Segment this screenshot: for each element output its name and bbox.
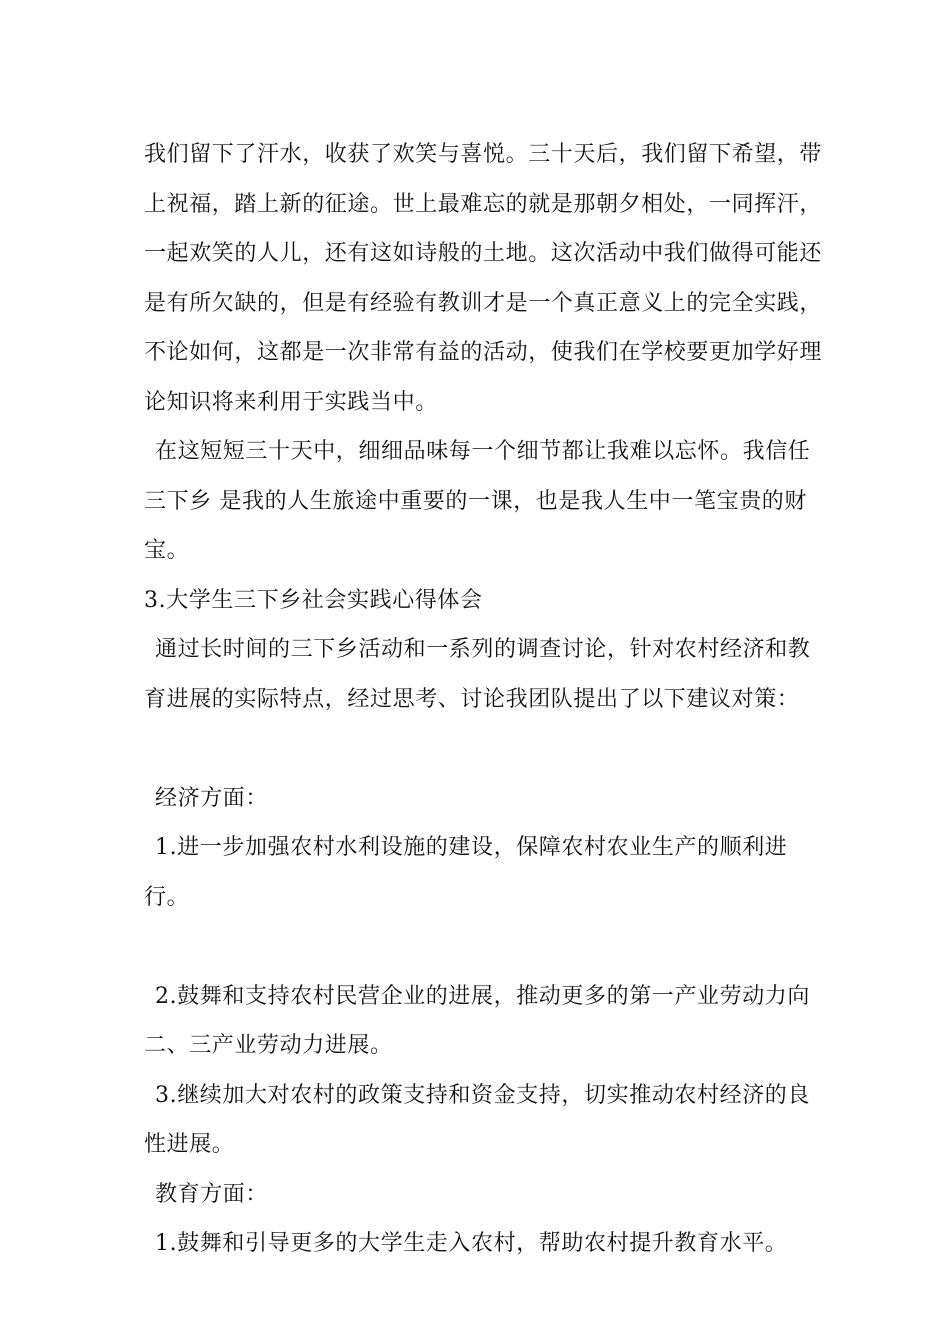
subheading-education: 教育方面： xyxy=(155,1181,269,1207)
economy-item-3: 3.继续加大对农村的政策支持和资金支持，切实推动农村经济的良性进展。 xyxy=(144,1082,810,1157)
education-item-1: 1.鼓舞和引导更多的大学生走入农村，帮助农村提升教育水平。 xyxy=(155,1231,788,1256)
blank-line xyxy=(144,724,824,774)
paragraph-reflection: 在这短短三十天中，细细品味每一个细节都让我难以忘怀。我信任三下乡 是我的人生旅途中重要的一课，也是我人生中一笔宝贵的财宝。 xyxy=(144,439,811,563)
economy-item-2: 2.鼓舞和支持农村民营企业的进展，推动更多的第一产业劳动力向二、三产业劳动力进展。 xyxy=(144,983,810,1058)
section-heading: 3.大学生三下乡社会实践心得体会 xyxy=(144,587,483,613)
paragraph-intro: 通过长时间的三下乡活动和一系列的调查讨论，针对农村经济和教育进展的实际特点，经过思考、讨论我团队提出了以下建议对策： xyxy=(144,637,811,712)
economy-item-1: 1.进一步加强农村水利设施的建设，保障农村农业生产的顺利进行。 xyxy=(144,835,788,910)
document-body xyxy=(144,130,824,1269)
blank-line xyxy=(144,922,824,972)
subheading-economy: 经济方面： xyxy=(155,785,269,811)
paragraph-summary: 我们留下了汗水，收获了欢笑与喜悦。三十天后，我们留下希望，带上祝福，踏上新的征途。世上最难忘的就是那朝夕相处，一同挥汗，一起欢笑的人儿，还有这如诗般的土地。这次活动中我们做得可能还是有所欠缺的，但是有经验有教训才是一个真正意义上的完全实践，不论如何，这都是一次非常有益的活动，使我们在学校要更加学好理论知识将来利用于实践当中。 xyxy=(144,142,823,415)
